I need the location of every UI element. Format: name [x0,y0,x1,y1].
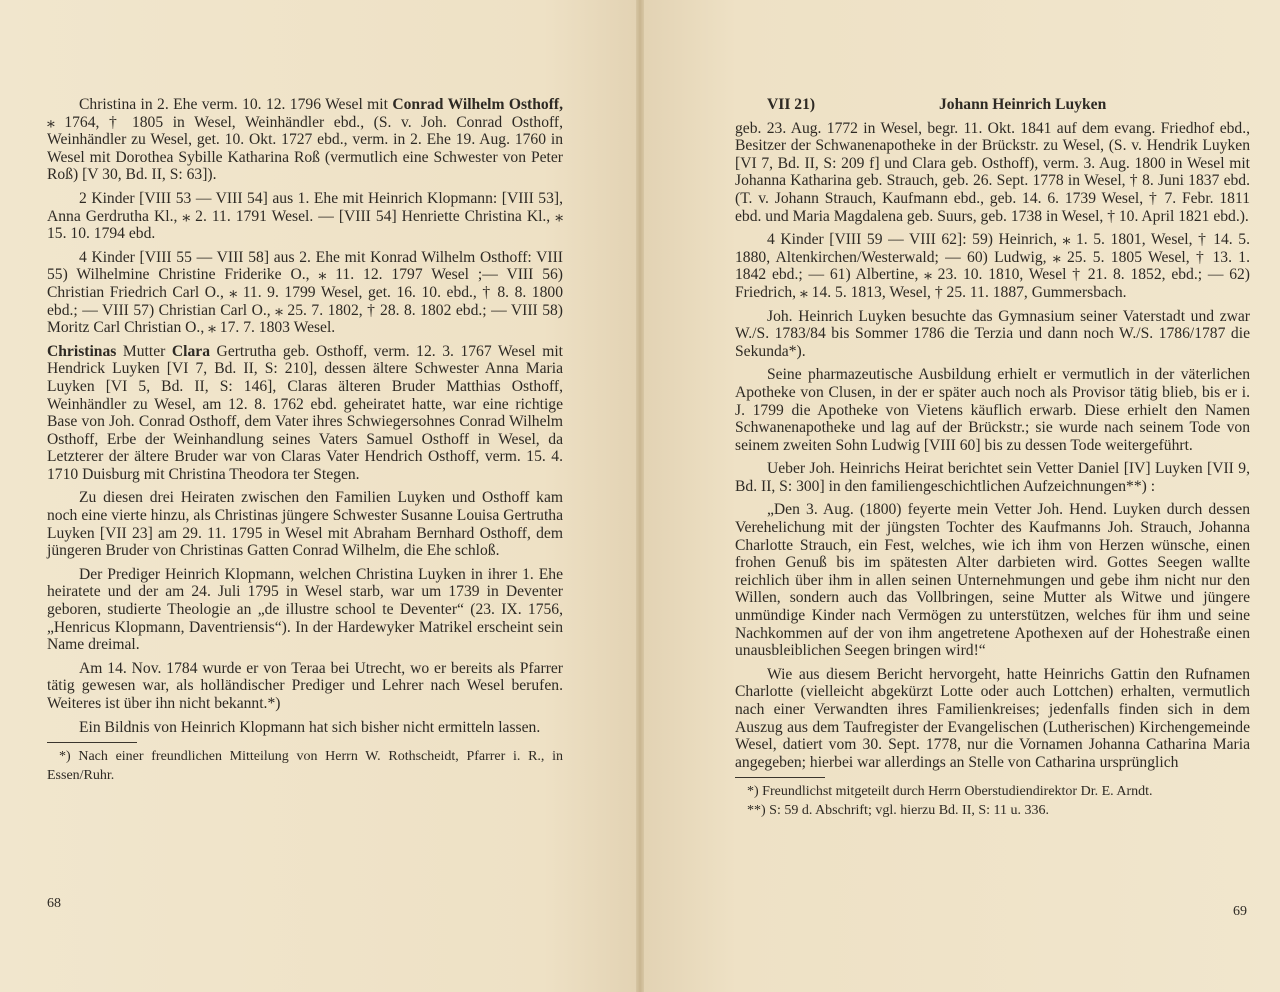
book-gutter [636,0,644,992]
left-footnotes [47,747,563,785]
left-text-column [47,96,563,785]
left-footnote: *) Nach einer freundlichen Mitteilung von Herrn W. Rothscheidt, Pfarrer i. R., in Essen/Ruhr. [47,749,563,784]
right-paragraph-quote: „Den 3. Aug. (1800) feyerte mein Vetter Joh. Hend. Luyken durch dessen Verehelichung mit der jüngsten Tochter des Kaufmanns Joh. Strauch, Johanna Charlotte Strauch, ein Fest, welches, wie ich ihm von Herzen wünsche, einen frohen Genuß bis im spätesten Alter darbieten wird. Gottes Seegen wallte reichlich über ihm in allen seinen Unternehmungen und gebe ihm nicht nur den Willen, sondern auch das Vollbringen, seine Mutter als Witwe und jüngere unmündige Kinder nach Vermögen zu unterstützen, welches für ihm und seine Nachkommen auf der von ihm angetretene Apothexen auf der Hohestraße einen unausbleiblichen Seegen bringen wird!“ [735,501,1250,660]
right-entry-heading [735,96,1250,114]
right-footnote-rule [735,777,825,778]
right-paragraph-7: Wie aus diesem Bericht hervorgeht, hatte Heinrichs Gattin den Rufnamen Charlotte (vielleicht abgekürzt Lotte oder auch Lottchen) erhalten, vermutlich nach einer Verwandten ihres Familienkreises; jedenfalls finden sich in dem Auszug aus dem Taufregister der Evangelischen (Lutherischen) Kirchengemeinde Wesel, datiert vom 30. Sept. 1778, nur die Vornamen Johanna Catharina Maria angegeben; hierbei war allerdings an Stelle von Catharina ursprünglich [735,665,1250,771]
right-paragraph-5: Ueber Joh. Heinrichs Heirat berichtet sein Vetter Daniel [IV] Luyken [VII 9, Bd. II, S: 300] in den familiengeschichtlichen Aufzeichnungen**) : [735,460,1250,495]
left-p1-rest: ⁎ 1764, † 1805 in Wesel, Weinhändler ebd., (S. v. Joh. Conrad Osthoff, Weinhändler zu Wesel, get. 10. Okt. 1727 ebd., verm. in 2. Ehe 19. Aug. 1760 in Wesel mit Dorothea Sybille Katharina Roß (vermutlich eine Schwester von Peter Roß) [V 30, Bd. II, S: 63]). [47,113,563,184]
left-paragraph-7: Am 14. Nov. 1784 wurde er von Teraa bei Utrecht, wo er bereits als Pfarrer tätig gewesen war, als holländischer Prediger und Lehrer nach Wesel berufen. Weiteres ist über ihn nicht bekannt.*) [47,659,563,712]
left-paragraph-6: Der Prediger Heinrich Klopmann, welchen Christina Luyken in ihrer 1. Ehe heiratete und der am 24. Juli 1795 in Wesel starb, war um 1739 in Deventer geboren, studierte Theologie an „de illustre school te Deventer“ (23. IX. 1756, „Henricus Klopmann, Daventriensis“). In der Hardewyker Matrikel erscheint sein Name dreimal. [47,565,563,654]
left-p4-rest: Gertrutha geb. Osthoff, verm. 12. 3. 1767 Wesel mit Hendrick Luyken [VI 7, Bd. II, S: 210], dessen ältere Schwester Anna Maria Luyken [VI 5, Bd. II, S: 146], Claras älteren Bruder Matthias Osthoff, Weinhändler zu Wesel, am 12. 8. 1762 ebd. geheiratet hatte, war eine richtige Base von Joh. Conrad Osthoff, dem Vater ihres Schwiegersohnes Conrad Wilhelm Osthoff, Erbe der Weinhandlung seines Vaters Samuel Osthoff in Wesel, da Letzterer der ältere Bruder war von Claras Vater Hendrich Osthoff, verm. 15. 4. 1710 Duisburg mit Christina Theodora ter Stegen. [47,342,563,483]
left-p4-bold-christinas: Christinas [47,342,117,360]
right-footnote-1: *) Freundlichst mitgeteilt durch Herrn Oberstudiendirektor Dr. E. Arndt. [747,784,1153,800]
right-entry-id: VII 21) [767,96,816,113]
right-page [640,0,1280,992]
right-entry-name: Johann Heinrich Luyken [939,96,1107,113]
right-text-column [735,96,1250,820]
right-paragraph-2: 4 Kinder [VIII 59 — VIII 62]: 59) Heinrich, ⁎ 1. 5. 1801, Wesel, † 14. 5. 1880, Altenkirchen/Westerwald; — 60) Ludwig, ⁎ 25. 5. 1805 Wesel, † 13. 1. 1842 ebd.; — 61) Albertine, ⁎ 23. 10. 1810, Wesel † 21. 8. 1852, ebd.; — 62) Friedrich, ⁎ 14. 5. 1813, Wesel, † 25. 11. 1887, Gummersbach. [735,231,1250,301]
left-paragraph-8: Ein Bildnis von Heinrich Klopmann hat sich bisher nicht ermitteln lassen. [79,718,541,736]
left-p4-bold-clara: Clara [171,342,210,360]
left-footnote-rule [47,742,137,743]
left-paragraph-4 [47,343,563,484]
right-footnotes [735,782,1250,820]
right-page-number: 69 [1233,904,1247,919]
right-footnote-2: **) S: 59 d. Abschrift; vgl. hierzu Bd. II, S: 11 u. 336. [747,803,1050,819]
right-paragraph-4: Seine pharmazeutische Ausbildung erhielt er vermutlich in der väterlichen Apotheke von Clusen, in der er später auch noch als Provisor tätig blieb, bis er i. J. 1799 die Apotheke von Vietens käuflich erwarb. Diese erhielt den Namen Schwanenapotheke und lag auf der Brückstr.; sie wurde nach seinem Tode von seinem zweiten Sohn Ludwig [VIII 60] bis zu dessen Tode weitergeführt. [735,366,1250,454]
left-p1-start: Christina in 2. Ehe verm. 10. 12. 1796 Wesel mit [79,96,393,113]
left-p1-bold-name: Conrad Wilhelm Osthoff, [392,96,563,113]
left-paragraph-2: 2 Kinder [VIII 53 — VIII 54] aus 1. Ehe mit Heinrich Klopmann: [VIII 53], Anna Gerdrutha Kl., ⁎ 2. 11. 1791 Wesel. — [VIII 54] Henriette Christina Kl., ⁎ 15. 10. 1794 ebd. [47,189,563,243]
right-paragraph-3: Joh. Heinrich Luyken besuchte das Gymnasium seiner Vaterstadt und zwar W./S. 1783/84 bis Sommer 1786 die Terzia und dann noch W./S. 1786/1787 die Sekunda*). [735,307,1250,360]
right-paragraph-1: geb. 23. Aug. 1772 in Wesel, begr. 11. Okt. 1841 auf dem evang. Friedhof ebd., Besitzer der Schwanenapotheke in der Brückstr. zu Wesel, (S. v. Hendrik Luyken [VI 7, Bd. II, S: 209 f] und Clara geb. Osthoff), verm. 3. Aug. 1800 in Wesel mit Johanna Katharina geb. Strauch, geb. 26. Sept. 1778 in Wesel, † 8. Juni 1837 ebd. (T. v. Johann Strauch, Kaufmann ebd., geb. 14. 6. 1739 Wesel, † 7. Febr. 1811 ebd. und Maria Magdalena geb. Suurs, geb. 1738 in Wesel, † 10. April 1821 ebd.). [735,119,1250,225]
left-paragraph-1 [47,96,563,184]
left-p4-mid: Mutter [116,342,172,360]
left-page-number: 68 [47,896,61,911]
left-paragraph-5: Zu diesen drei Heiraten zwischen den Familien Luyken und Osthoff kam noch eine vierte hinzu, als Christinas jüngere Schwester Susanne Louisa Gertrutha Luyken [VII 23] am 29. 11. 1795 in Wesel mit Abraham Bernhard Osthoff, dem jüngeren Bruder von Christinas Gatten Conrad Wilhelm, die Ehe schloß. [47,489,563,560]
left-paragraph-3: 4 Kinder [VIII 55 — VIII 58] aus 2. Ehe mit Konrad Wilhelm Osthoff: VIII 55) Wilhelmine Christine Friderike O., ⁎ 11. 12. 1797 Wesel ;— VIII 56) Christian Friedrich Carl O., ⁎ 11. 9. 1799 Wesel, get. 16. 10. ebd., † 8. 8. 1800 ebd.; — VIII 57) Christian Carl O., ⁎ 25. 7. 1802, † 28. 8. 1802 ebd.; — VIII 58) Moritz Carl Christian O., ⁎ 17. 7. 1803 Wesel. [47,248,563,337]
